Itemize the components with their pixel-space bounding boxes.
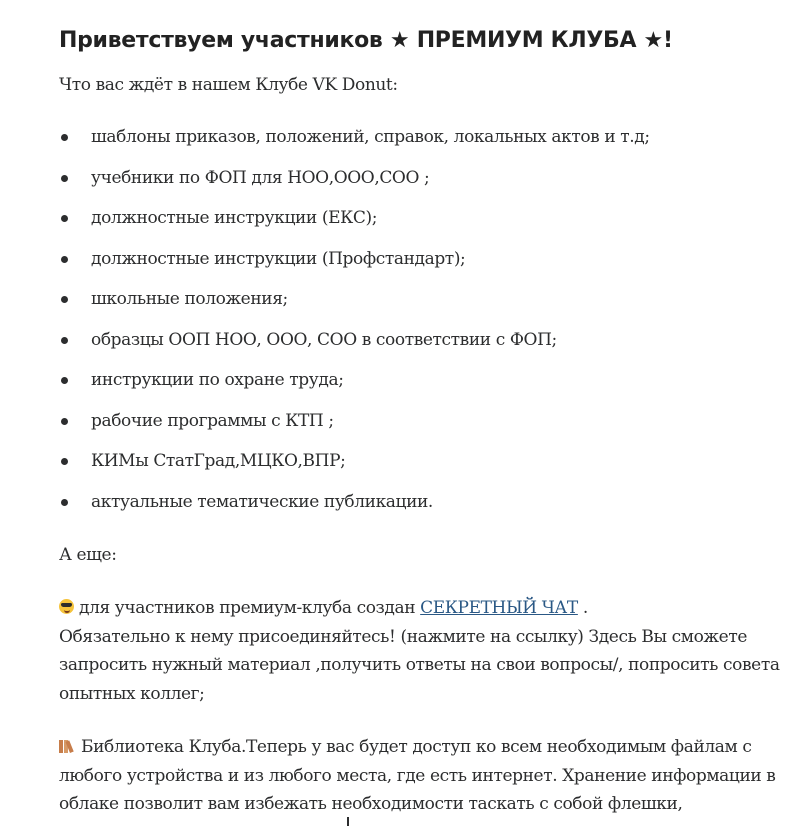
library-text: Библиотека Клуба.Теперь у вас будет доступ ко всем необходимым файлам с любого устройства и из любого места, где есть интернет. Хранение информации в облаке позволит вам избежать необходимости таскать с собой флешки, bbox=[59, 737, 776, 814]
bullet-icon bbox=[61, 337, 68, 344]
bullet-icon bbox=[61, 458, 68, 465]
list-item bbox=[59, 489, 650, 530]
chat-text-rest: Обязательно к нему присоединяйтесь! (нажмите на ссылку) Здесь Вы сможете запросить нужный материал ,получить ответы на свои вопросы/, попросить совета опытных коллег; bbox=[59, 626, 780, 704]
list-item bbox=[59, 286, 650, 327]
bullet-icon bbox=[61, 418, 68, 425]
chat-text-after: . bbox=[577, 598, 588, 618]
list-item-text: должностные инструкции (ЕКС); bbox=[91, 208, 378, 228]
bullet-icon bbox=[61, 134, 68, 141]
list-item bbox=[59, 327, 650, 368]
list-item bbox=[59, 165, 650, 206]
list-item bbox=[59, 205, 650, 246]
also-label: А еще: bbox=[59, 545, 117, 565]
bullet-icon bbox=[61, 377, 68, 384]
list-item-text: инструкции по охране труда; bbox=[91, 370, 344, 390]
list-item-text: должностные инструкции (Профстандарт); bbox=[91, 248, 466, 269]
list-item-text: образцы ООП НОО, ООО, СОО в соответствии с ФОП; bbox=[91, 329, 557, 350]
list-item bbox=[59, 448, 650, 489]
list-item bbox=[59, 408, 650, 449]
benefits-list bbox=[59, 124, 650, 529]
intro-text: Что вас ждёт в нашем Клубе VK Donut: bbox=[59, 75, 398, 95]
bullet-icon bbox=[61, 215, 68, 222]
list-item-text: актуальные тематические публикации. bbox=[91, 491, 433, 512]
list-item bbox=[59, 124, 650, 165]
sunglasses-emoji-icon bbox=[59, 599, 74, 614]
list-item bbox=[59, 367, 650, 408]
cutoff-text-fragment bbox=[347, 817, 349, 826]
secret-chat-link[interactable]: СЕКРЕТНЫЙ ЧАТ bbox=[420, 598, 578, 618]
list-item-text: шаблоны приказов, положений, справок, локальных актов и т.д; bbox=[91, 127, 650, 147]
secret-chat-paragraph bbox=[59, 594, 789, 708]
bullet-icon bbox=[61, 499, 68, 506]
books-emoji-icon bbox=[59, 739, 77, 753]
bullet-icon bbox=[61, 256, 68, 263]
bullet-icon bbox=[61, 296, 68, 303]
library-paragraph bbox=[59, 733, 789, 819]
list-item bbox=[59, 246, 650, 287]
list-item-text: КИМы СтатГрад,МЦКО,ВПР; bbox=[91, 451, 346, 471]
list-item-text: учебники по ФОП для НОО,ООО,СОО ; bbox=[91, 167, 430, 188]
page-title: Приветствуем участников ★ ПРЕМИУМ КЛУБА ★! bbox=[59, 28, 673, 53]
chat-text-before: для участников премиум-клуба создан bbox=[79, 598, 421, 618]
list-item-text: рабочие программы с КТП ; bbox=[91, 410, 334, 431]
bullet-icon bbox=[61, 175, 68, 182]
list-item-text: школьные положения; bbox=[91, 289, 288, 309]
